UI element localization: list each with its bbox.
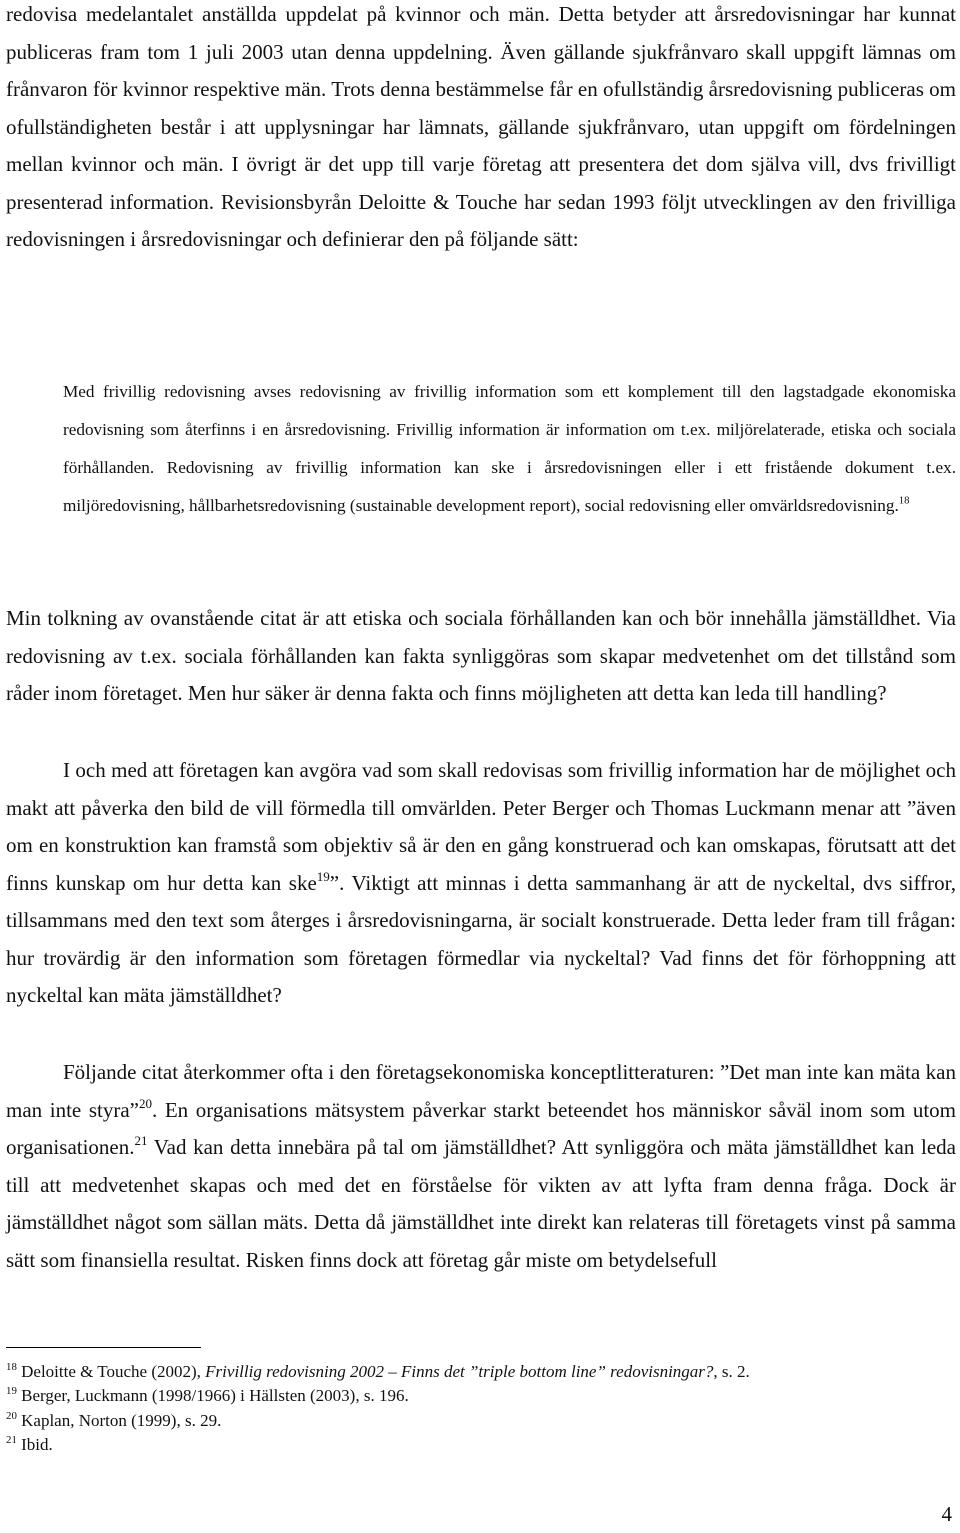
footnote-ref-19[interactable]: 19 [316,868,330,884]
paragraph-3-text-a: I och med att företagen kan avgöra vad som skall redovisas som frivillig information har de möjlighet och makt att påverka den bild de vill förmedla till omvärlden. Peter Berger och Thomas Luckmann menar att ”även om en konstruktion kan framstå som objektiv så är den en gång konstruerad och kan omskapas, förutsatt att det finns kunskap om hur detta kan ske [6,758,956,895]
block-quote-text: Med frivillig redovisning avses redovisning av frivillig information som ett komplement till den lagstadgade ekonomiska redovisning som återfinns i en årsredovisning. Frivillig information är information om t.ex. miljörelaterade, etiska och sociala förhållanden. Redovisning av frivillig information kan ske i årsredovisningen eller i ett fristående dokument t.ex. miljöredovisning, hållbarhetsredovisning (sustainable development report), social redovisning eller omvärldsredovisning. [63,382,956,515]
footnote-19 [6,1384,956,1408]
footnotes [6,1360,956,1457]
paragraph-1-text: redovisa medelantalet anställda uppdelat på kvinnor och män. Detta betyder att årsredovisningar har kunnat publiceras fram tom 1 juli 2003 utan denna uppdelning. Även gällande sjukfrånvaro skall uppgift lämnas om frånvaron för kvinnor respektive män. Trots denna bestämmelse får en ofullständig årsredovisning publiceras om ofullständigheten består i att upplysningar har lämnats, gällande sjukfrånvaro, utan uppgift om fördelningen mellan kvinnor och män. I övrigt är det upp till varje företag att presentera det dom själva vill, dvs frivilligt presenterad information. Revisionsbyrån Deloitte & Touche har sedan 1993 följt utvecklingen av den frivilliga redovisningen i årsredovisningar och definierar den på följande sätt: [6,2,956,251]
paragraph-1 [6,0,956,259]
footnote-text: Kaplan, Norton (1999), s. 29. [21,1410,222,1430]
footnote-number: 20 [6,1409,17,1422]
paragraph-4 [6,1054,956,1279]
footnote-text: Deloitte & Touche (2002), [21,1362,206,1381]
footnote-separator [6,1347,201,1348]
paragraph-3 [6,752,956,1015]
paragraph-4-text-a: Följande citat återkommer ofta i den företagsekonomiska konceptlitteraturen: ”Det man inte kan mäta kan man inte styra” [6,1060,956,1122]
footnote-number: 19 [6,1385,17,1398]
paragraph-4-text-c: Vad kan detta innebära på tal om jämställdhet? Att synliggöra och mäta jämställdhet kan leda till att medvetenhet skapas och med det en förståelse för vikten av att lyfta fram denna fråga. Dock är jämställdhet något som sällan mäts. Detta då jämställdhet inte direkt kan relateras till företagets vinst på samma sätt som finansiella resultat. Risken finns dock att företag går miste om betydelsefull [6,1135,956,1272]
footnote-21 [6,1433,956,1457]
paragraph-3-text-b: ”. Viktigt att minnas i detta sammanhang är att de nyckeltal, dvs siffror, tillsammans med den text som återges i årsredovisningarna, är socialt konstruerade. Detta leder fram till frågan: hur trovärdig är den information som företagen förmedlar via nyckeltal? Vad finns det för förhoppning att nyckeltal kan mäta jämställdhet? [6,870,956,1007]
footnote-text: Berger, Luckmann (1998/1966) i Hällsten (2003), s. 196. [21,1386,409,1406]
footnote-18 [6,1360,956,1384]
footnote-text-end: , s. 2. [713,1362,750,1381]
page-number: 4 [941,1502,952,1526]
footnote-text: Ibid. [21,1434,53,1454]
footnote-ref-20[interactable]: 20 [138,1095,152,1111]
footnote-number: 18 [6,1360,17,1373]
footnote-title: Frivillig redovisning 2002 – Finns det ”triple bottom line” redovisningar? [205,1362,714,1381]
paragraph-4-text-b: . En organisations mätsystem påverkar starkt beteendet hos människor såväl inom som utom organisationen. [6,1097,956,1159]
footnote-20 [6,1409,956,1433]
paragraph-2 [6,600,956,713]
footnote-number: 21 [6,1433,17,1446]
block-quote [63,373,956,525]
paragraph-2-text: Min tolkning av ovanstående citat är att etiska och sociala förhållanden kan och bör innehålla jämställdhet. Via redovisning av t.ex. sociala förhållanden kan fakta synliggöras som skapar medvetenhet om det tillstånd som råder inom företaget. Men hur säker är denna fakta och finns möjligheten att detta kan leda till handling? [6,606,956,705]
footnote-ref-18[interactable]: 18 [898,495,910,507]
footnote-ref-21[interactable]: 21 [134,1132,148,1148]
